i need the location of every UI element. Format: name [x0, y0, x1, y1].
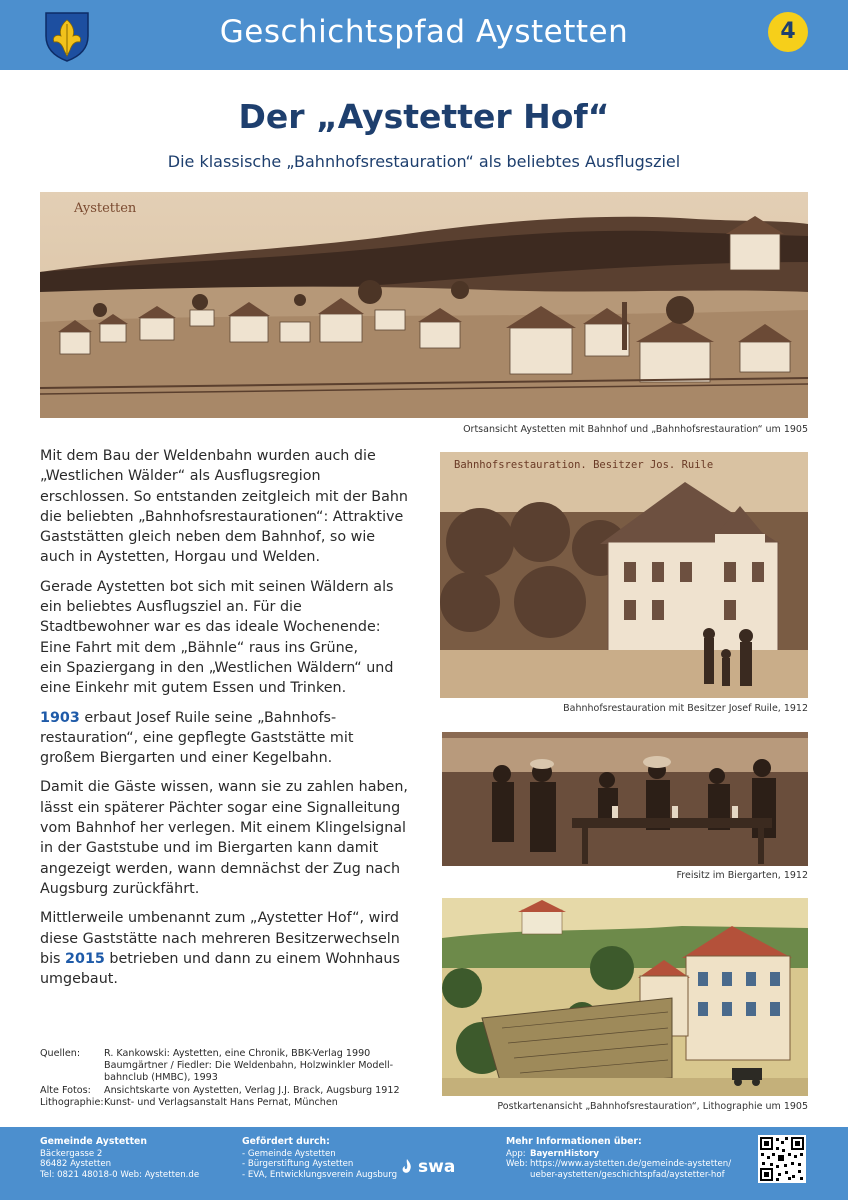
paragraph-5-text-a: Mittlerweile umbenannt zum „Aystetter Hof“, wird diese Gaststätte nach mehreren Besitzerwechseln bis — [40, 910, 400, 967]
beer-garden-photo — [442, 732, 808, 866]
footer-app-value: BayernHistory — [530, 1148, 599, 1159]
year-2015: 2015 — [65, 950, 105, 967]
caption-beer-garden: Freisitz im Biergarten, 1912 — [676, 870, 808, 881]
footer-app-label: App: — [506, 1148, 526, 1159]
caption-panorama: Ortsansicht Aystetten mit Bahnhof und „Bahnhofsrestauration“ um 1905 — [463, 424, 808, 435]
paragraph-5 — [40, 908, 412, 989]
paragraph-2-line-2: Eine Fahrt mit dem „Bähnle“ raus ins Grüne, — [40, 639, 359, 656]
footer-bar — [0, 1127, 848, 1200]
footer-funded-2: - Bürgerstiftung Aystetten — [242, 1159, 354, 1170]
panorama-photo — [40, 192, 808, 418]
paragraph-5-text-b: betrieben und dann zu einem Wohnhaus umgebaut. — [40, 950, 400, 988]
restaurant-inscription: Bahnhofsrestauration. Besitzer Jos. Ruile — [454, 459, 714, 471]
footer-address — [40, 1137, 199, 1180]
caption-lithograph: Postkartenansicht „Bahnhofsrestauration“, Lithographie um 1905 — [497, 1101, 808, 1112]
footer-contact: Tel: 0821 48018-0 Web: Aystetten.de — [40, 1169, 200, 1180]
footer-funding — [242, 1137, 397, 1180]
footer-web-url-2[interactable]: ueber-aystetten/geschichtspfad/aystetter-hof — [530, 1169, 725, 1180]
lithograph-label: Lithographie: — [40, 1096, 104, 1108]
caption-restaurant: Bahnhofsrestauration mit Besitzer Josef Ruile, 1912 — [563, 703, 808, 714]
old-photos-source: Ansichtskarte von Aystetten, Verlag J.J. Brack, Augsburg 1912 — [104, 1084, 400, 1096]
page-title: Der „Aystetter Hof“ — [238, 97, 610, 136]
footer-funded-head: Gefördert durch: — [242, 1136, 330, 1147]
footer-funded-3: - EVA, Entwicklungsverein Augsburg — [242, 1169, 398, 1180]
panorama-inscription: Aystetten — [74, 201, 137, 216]
swa-flame-icon — [398, 1158, 416, 1176]
footer-info-head: Mehr Informationen über: — [506, 1136, 642, 1147]
paragraph-4: Damit die Gäste wissen, wann sie zu zahlen haben, lässt ein späterer Pächter sogar eine Signalleitung vom Bahnhof her verlegen. Mit einem Klingelsignal in der Gaststube und im Biergarten kann damit angezeigt werden, wann demnächst der Zug nach Augsburg zurückfährt. — [40, 779, 408, 897]
footer-web-url-1[interactable]: https://www.aystetten.de/gemeinde-aystetten/ — [530, 1159, 732, 1170]
footer-street: Bäckergasse 2 — [40, 1148, 103, 1159]
footer-funded-1: - Gemeinde Aystetten — [242, 1148, 336, 1159]
paragraph-2 — [40, 577, 412, 699]
sources-label: Quellen: — [40, 1048, 81, 1059]
lithograph-source: Kunst- und Verlagsanstalt Hans Pernat, München — [104, 1096, 338, 1108]
year-1903: 1903 — [40, 709, 80, 726]
header-bar — [0, 0, 848, 70]
lithograph-photo — [442, 898, 808, 1096]
paragraph-1: Mit dem Bau der Weldenbahn wurden auch die „Westlichen Wälder“ als Ausflugsregion erschlossen. So entstanden zeitgleich mit der Bahn die beliebten „Bahnhofsrestaurationen“: Attraktive Gaststätten gleich neben dem Bahnhof, so wie auch in Aystetten, Horgau und Welden. — [40, 448, 408, 566]
paragraph-2-intro: Gerade Aystetten bot sich mit seinen Wäldern als ein beliebtes Ausflugsziel an. Für die Stadtbewohner war es das ideale Wochenende: — [40, 578, 394, 636]
swa-logo — [398, 1157, 455, 1177]
sources-block — [40, 1048, 420, 1109]
footer-org-name: Gemeinde Aystetten — [40, 1136, 147, 1147]
paragraph-2-line-3: ein Spaziergang in den „Westlichen Wäldern“ und eine Einkehr mit gutem Essen und Trinken. — [40, 659, 394, 697]
page-subtitle: Die klassische „Bahnhofsrestauration“ als beliebtes Ausflugsziel — [167, 152, 681, 171]
footer-web-label: Web: — [506, 1159, 528, 1170]
swa-logo-text: swa — [418, 1157, 456, 1177]
header-title: Geschichtspfad Aystetten — [219, 14, 629, 50]
sources-2: Baumgärtner / Fiedler: Die Weldenbahn, Holzwinkler Modell-bahnclub (HMBC), 1993 — [104, 1060, 394, 1084]
article-body — [40, 446, 412, 998]
station-number-badge: 4 — [768, 12, 808, 52]
old-photos-label: Alte Fotos: — [40, 1084, 91, 1096]
sources-1: R. Kankowski: Aystetten, eine Chronik, BBK-Verlag 1990 — [104, 1048, 371, 1059]
restaurant-photo — [440, 452, 808, 698]
qr-code-icon[interactable] — [758, 1135, 806, 1183]
footer-info — [506, 1137, 731, 1180]
paragraph-3-text: erbaut Josef Ruile seine „Bahnhofs-restauration“, eine gepflegte Gaststätte mit großem Biergarten und einer Kegelbahn. — [40, 709, 354, 767]
paragraph-3 — [40, 708, 412, 769]
footer-city: 86482 Aystetten — [40, 1159, 112, 1170]
